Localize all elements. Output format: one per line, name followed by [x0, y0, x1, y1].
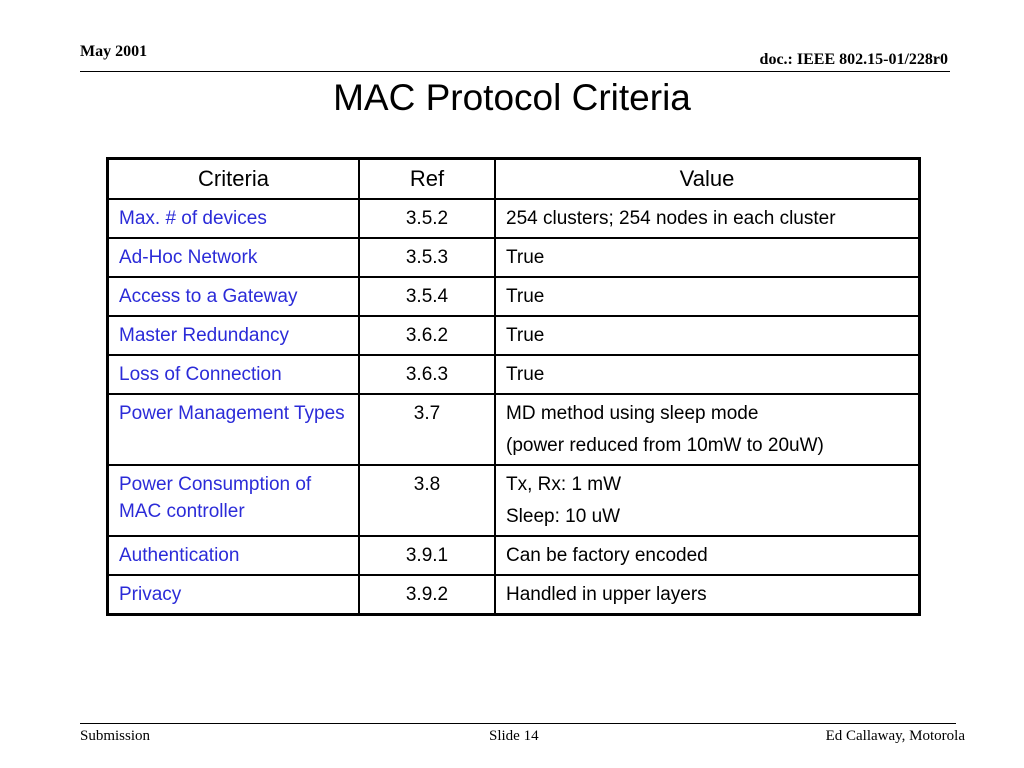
value-cell — [495, 316, 920, 355]
value-line: Can be factory encoded — [506, 545, 708, 566]
value-line: (power reduced from 10mW to 20uW) — [506, 435, 824, 456]
footer-author: Ed Callaway, Motorola — [825, 728, 965, 744]
column-header-criteria: Criteria — [108, 159, 360, 200]
value-line: MD method using sleep mode — [506, 403, 759, 424]
table-row — [108, 316, 920, 355]
ref-cell: 3.6.2 — [359, 316, 495, 355]
footer-slide-number: Slide 14 — [489, 728, 539, 744]
table-row — [108, 394, 920, 465]
ref-cell: 3.9.1 — [359, 536, 495, 575]
column-header-value: Value — [495, 159, 920, 200]
ref-cell: 3.5.3 — [359, 238, 495, 277]
table-header-row — [108, 159, 920, 200]
footer-submission: Submission — [80, 728, 151, 744]
table-row — [108, 277, 920, 316]
value-cell — [495, 575, 920, 615]
value-cell — [495, 465, 920, 536]
value-line: True — [506, 325, 545, 346]
table-row — [108, 575, 920, 615]
criteria-cell: Master Redundancy — [108, 316, 360, 355]
header-divider — [80, 71, 950, 72]
criteria-table — [106, 157, 921, 616]
header-doc-id: doc.: IEEE 802.15-01/228r0 — [759, 51, 948, 68]
slide-title: MAC Protocol Criteria — [333, 77, 691, 118]
value-line: True — [506, 364, 545, 385]
table-row — [108, 536, 920, 575]
criteria-cell: Loss of Connection — [108, 355, 360, 394]
header-date: May 2001 — [80, 43, 148, 60]
value-cell — [495, 394, 920, 465]
table-row — [108, 355, 920, 394]
value-line: True — [506, 286, 545, 307]
value-line: Sleep: 10 uW — [506, 506, 621, 527]
value-cell — [495, 199, 920, 238]
value-cell — [495, 355, 920, 394]
ref-cell: 3.7 — [359, 394, 495, 465]
value-cell — [495, 238, 920, 277]
criteria-cell: Authentication — [108, 536, 360, 575]
ref-cell: 3.8 — [359, 465, 495, 536]
value-line: Tx, Rx: 1 mW — [506, 474, 622, 495]
table-row — [108, 238, 920, 277]
criteria-cell: Max. # of devices — [108, 199, 360, 238]
table-row — [108, 465, 920, 536]
criteria-cell: Privacy — [108, 575, 360, 615]
value-cell — [495, 277, 920, 316]
ref-cell: 3.9.2 — [359, 575, 495, 615]
ref-cell: 3.5.2 — [359, 199, 495, 238]
footer-divider — [80, 723, 956, 724]
value-line: True — [506, 247, 545, 268]
value-line: 254 clusters; 254 nodes in each cluster — [506, 208, 836, 229]
column-header-ref: Ref — [359, 159, 495, 200]
criteria-cell: Ad-Hoc Network — [108, 238, 360, 277]
criteria-cell: Power Management Types — [108, 394, 360, 465]
ref-cell: 3.5.4 — [359, 277, 495, 316]
criteria-cell: Access to a Gateway — [108, 277, 360, 316]
value-line: Handled in upper layers — [506, 584, 707, 605]
ref-cell: 3.6.3 — [359, 355, 495, 394]
table-row — [108, 199, 920, 238]
criteria-cell: Power Consumption of MAC controller — [108, 465, 360, 536]
value-cell — [495, 536, 920, 575]
